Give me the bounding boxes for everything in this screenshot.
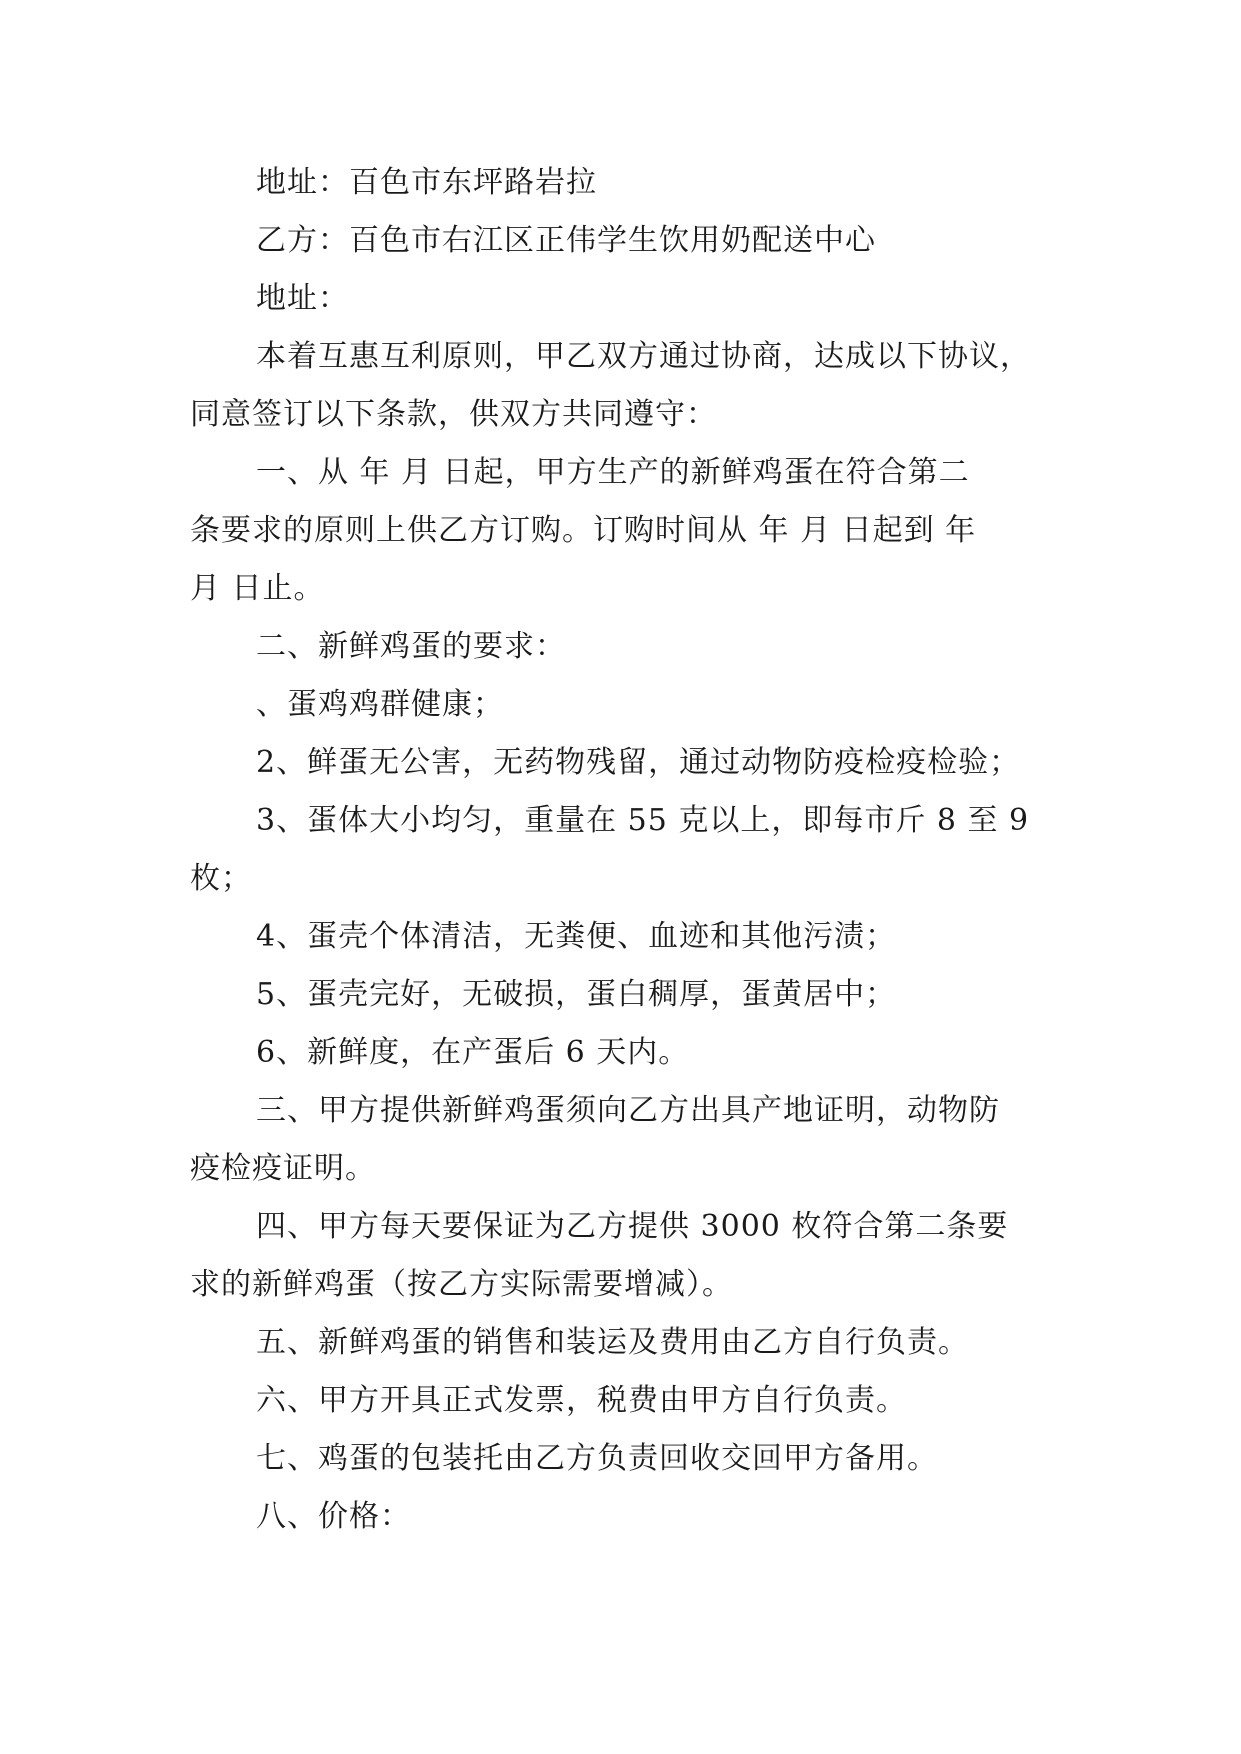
address-line-party-a: 地址：百色市东坪路岩拉 [256, 165, 597, 200]
requirement-4: 4、蛋壳个体清洁，无粪便、血迹和其他污渍； [256, 919, 897, 954]
clause-3-line-2: 疫检疫证明。 [190, 1151, 376, 1186]
clause-2-heading: 二、新鲜鸡蛋的要求： [256, 629, 566, 664]
requirement-1: 、蛋鸡鸡群健康； [256, 687, 504, 722]
clause-7: 七、鸡蛋的包装托由乙方负责回收交回甲方备用。 [256, 1441, 938, 1476]
address-line-party-b: 地址： [256, 281, 349, 316]
preamble-line-1: 本着互惠互利原则，甲乙双方通过协商，达成以下协议， [256, 339, 1031, 374]
clause-5: 五、新鲜鸡蛋的销售和装运及费用由乙方自行负责。 [256, 1325, 969, 1360]
clause-8-heading: 八、价格： [256, 1499, 411, 1534]
clause-3-line-1: 三、甲方提供新鲜鸡蛋须向乙方出具产地证明，动物防 [256, 1093, 1000, 1128]
requirement-2: 2、鲜蛋无公害，无药物残留，通过动物防疫检疫检验； [256, 745, 1021, 780]
preamble-line-2: 同意签订以下条款，供双方共同遵守： [190, 397, 717, 432]
clause-4-line-1: 四、甲方每天要保证为乙方提供 3000 枚符合第二条要 [256, 1209, 1009, 1244]
requirement-3-line-1: 3、蛋体大小均匀，重量在 55 克以上，即每市斤 8 至 9 [256, 803, 1030, 838]
clause-1-line-1: 一、从 年 月 日起，甲方生产的新鲜鸡蛋在符合第二 [256, 455, 970, 490]
clause-1-line-2: 条要求的原则上供乙方订购。订购时间从 年 月 日起到 年 [190, 513, 977, 548]
party-b-line: 乙方：百色市右江区正伟学生饮用奶配送中心 [256, 223, 876, 258]
clause-1-line-3: 月 日止。 [190, 571, 325, 606]
requirement-5: 5、蛋壳完好，无破损，蛋白稠厚，蛋黄居中； [256, 977, 897, 1012]
requirement-6: 6、新鲜度，在产蛋后 6 天内。 [256, 1035, 690, 1070]
requirement-3-line-2: 枚； [190, 861, 252, 896]
clause-4-line-2: 求的新鲜鸡蛋（按乙方实际需要增减）。 [190, 1267, 733, 1302]
clause-6: 六、甲方开具正式发票，税费由甲方自行负责。 [256, 1383, 907, 1418]
